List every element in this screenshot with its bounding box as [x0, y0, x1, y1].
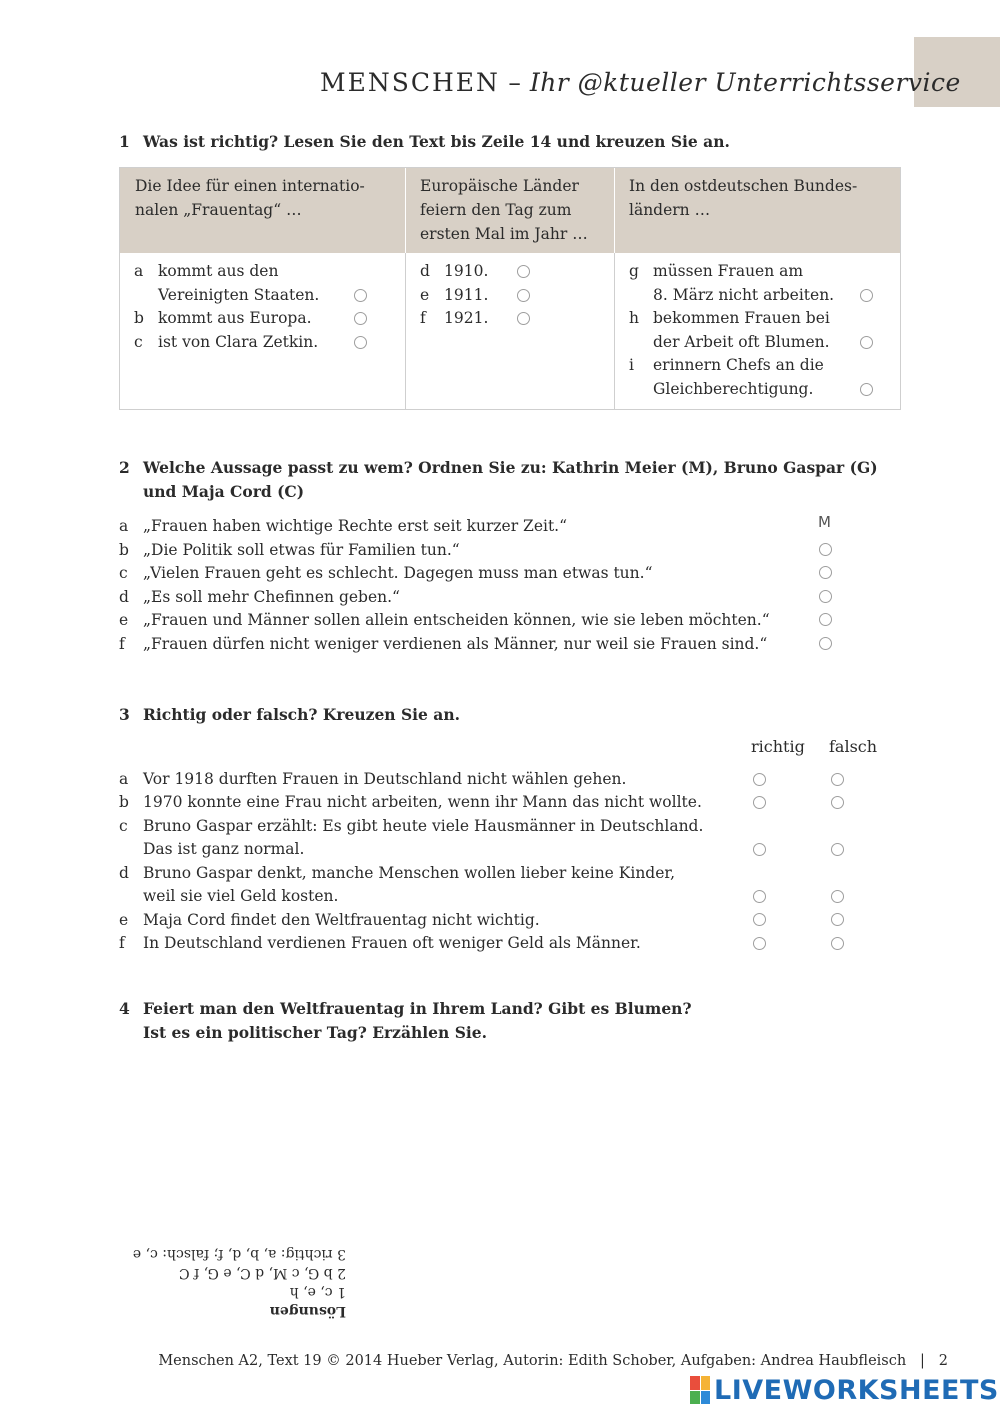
list-item: der Arbeit oft Blumen. [629, 331, 894, 355]
list-item: i erinnern Chefs an die [629, 356, 824, 374]
task-instruction-line2: und Maja Cord (C) [143, 482, 305, 501]
answer-circle-2c[interactable] [819, 566, 832, 579]
list-item-continued: Das ist ganz normal. [143, 840, 305, 858]
list-item: d 1910. [420, 260, 600, 284]
answer-circle-2f[interactable] [819, 637, 832, 650]
list-item: a Vor 1918 durften Frauen in Deutschland nicht wählen gehen. [119, 770, 627, 788]
falsch-circle-c[interactable] [831, 843, 844, 856]
falsch-circle-b[interactable] [831, 796, 844, 809]
answer-circle-h[interactable] [860, 336, 873, 349]
richtig-circle-e[interactable] [753, 913, 766, 926]
list-item: f In Deutschland verdienen Frauen oft weniger Geld als Männer. [119, 934, 641, 952]
task-number: 2 [119, 458, 130, 477]
richtig-circle-c[interactable] [753, 843, 766, 856]
answer-circle-2e[interactable] [819, 613, 832, 626]
column-falsch: falsch [829, 737, 878, 756]
list-item: a kommt aus den [134, 262, 279, 280]
task2-heading [119, 456, 878, 504]
task-instruction: Welche Aussage passt zu wem? Ordnen Sie zu: Kathrin Meier (M), Bruno Gaspar (G) [143, 458, 878, 477]
list-item: a „Frauen haben wichtige Rechte erst seit kurzer Zeit.“ [119, 517, 568, 535]
list-item: c ist von Clara Zetkin. [134, 331, 390, 355]
answer-circle-g[interactable] [860, 289, 873, 302]
richtig-circle-d[interactable] [753, 890, 766, 903]
table-header-2: Europäische Länder feiern den Tag zum ersten Mal im Jahr … [420, 177, 588, 243]
answer-circle-b[interactable] [354, 312, 367, 325]
task-instruction: Feiert man den Weltfrauentag in Ihrem Land? Gibt es Blumen? [143, 999, 692, 1018]
solutions-title: Lösungen [269, 1303, 346, 1319]
list-item: b kommt aus Europa. [134, 307, 390, 331]
page-number: 2 [938, 1353, 948, 1369]
list-item-continued: weil sie viel Geld kosten. [143, 887, 339, 905]
answer-circle-i[interactable] [860, 383, 873, 396]
table-cell-3 [629, 260, 894, 401]
list-item: h bekommen Frauen bei [629, 309, 830, 327]
task-instruction: Richtig oder falsch? Kreuzen Sie an. [143, 705, 461, 724]
table-cell-1 [134, 260, 390, 354]
answer-circle-2d[interactable] [819, 590, 832, 603]
task-number: 1 [119, 132, 130, 151]
solution-line-1: 1 c, e, h [289, 1284, 346, 1300]
list-item: f 1921. [420, 307, 600, 331]
task1-heading [119, 130, 730, 154]
answer-circle-d[interactable] [517, 265, 530, 278]
list-item: f „Frauen dürfen nicht weniger verdienen als Männer, nur weil sie Frauen sind.“ [119, 635, 768, 653]
list-item: Vereinigten Staaten. [134, 284, 390, 308]
task-number: 3 [119, 705, 130, 724]
page-header [320, 68, 961, 97]
answer-circle-c[interactable] [354, 336, 367, 349]
answer-circle-a[interactable] [354, 289, 367, 302]
task4-heading [119, 997, 692, 1045]
header-subtitle: Ihr @ktueller Unterrichtsservice [529, 68, 961, 97]
falsch-circle-d[interactable] [831, 890, 844, 903]
task-number: 4 [119, 999, 130, 1018]
list-item: c Bruno Gaspar erzählt: Es gibt heute viele Hausmänner in Deutschland. [119, 817, 704, 835]
list-item: b 1970 konnte eine Frau nicht arbeiten, wenn ihr Mann das nicht wollte. [119, 793, 702, 811]
answer-circle-2b[interactable] [819, 543, 832, 556]
list-item: 8. März nicht arbeiten. [629, 284, 894, 308]
richtig-circle-a[interactable] [753, 773, 766, 786]
task3-heading [119, 703, 460, 727]
list-item: d Bruno Gaspar denkt, manche Menschen wollen lieber keine Kinder, [119, 864, 676, 882]
solution-line-3: 3 richtig: a, b, d, f; falsch: c, e [132, 1246, 346, 1262]
footer-credits: Menschen A2, Text 19 © 2014 Hueber Verlag, Autorin: Edith Schober, Aufgaben: Andrea Haubfleisch [158, 1353, 907, 1369]
falsch-circle-a[interactable] [831, 773, 844, 786]
list-item: d „Es soll mehr Chefinnen geben.“ [119, 588, 400, 606]
falsch-circle-f[interactable] [831, 937, 844, 950]
richtig-circle-b[interactable] [753, 796, 766, 809]
list-item: e „Frauen und Männer sollen allein entscheiden können, wie sie leben möchten.“ [119, 611, 770, 629]
list-item: g müssen Frauen am [629, 262, 804, 280]
liveworksheets-logo [690, 1372, 999, 1408]
handwritten-answer[interactable]: M [818, 513, 831, 531]
table-cell-2 [420, 260, 600, 331]
footer [158, 1353, 948, 1369]
liveworksheets-wordmark: LIVEWORKSHEETS [714, 1374, 999, 1406]
table-header-1: Die Idee für einen internatio- nalen „Frauentag“ … [135, 177, 365, 219]
header-dash: – [499, 68, 530, 97]
liveworksheets-icon [690, 1376, 710, 1404]
richtig-circle-f[interactable] [753, 937, 766, 950]
solution-line-2: 2 b G, c M, d C, e G, f C [178, 1265, 346, 1281]
falsch-circle-e[interactable] [831, 913, 844, 926]
list-item: e 1911. [420, 284, 600, 308]
list-item: c „Vielen Frauen geht es schlecht. Dagegen muss man etwas tun.“ [119, 564, 653, 582]
task-instruction: Was ist richtig? Lesen Sie den Text bis Zeile 14 und kreuzen Sie an. [143, 132, 730, 151]
column-richtig: richtig [751, 737, 805, 756]
table-header-3: In den ostdeutschen Bundes- ländern … [629, 177, 858, 219]
task-instruction-line2: Ist es ein politischer Tag? Erzählen Sie. [143, 1023, 488, 1042]
footer-separator: | [920, 1353, 925, 1369]
task1-table [119, 167, 901, 410]
list-item: e Maja Cord findet den Weltfrauentag nicht wichtig. [119, 911, 540, 929]
answer-circle-e[interactable] [517, 289, 530, 302]
solutions-box [116, 1230, 346, 1320]
list-item: b „Die Politik soll etwas für Familien tun.“ [119, 541, 460, 559]
answer-circle-f[interactable] [517, 312, 530, 325]
list-item: Gleichberechtigung. [629, 378, 894, 402]
header-brand: MENSCHEN [320, 68, 500, 97]
